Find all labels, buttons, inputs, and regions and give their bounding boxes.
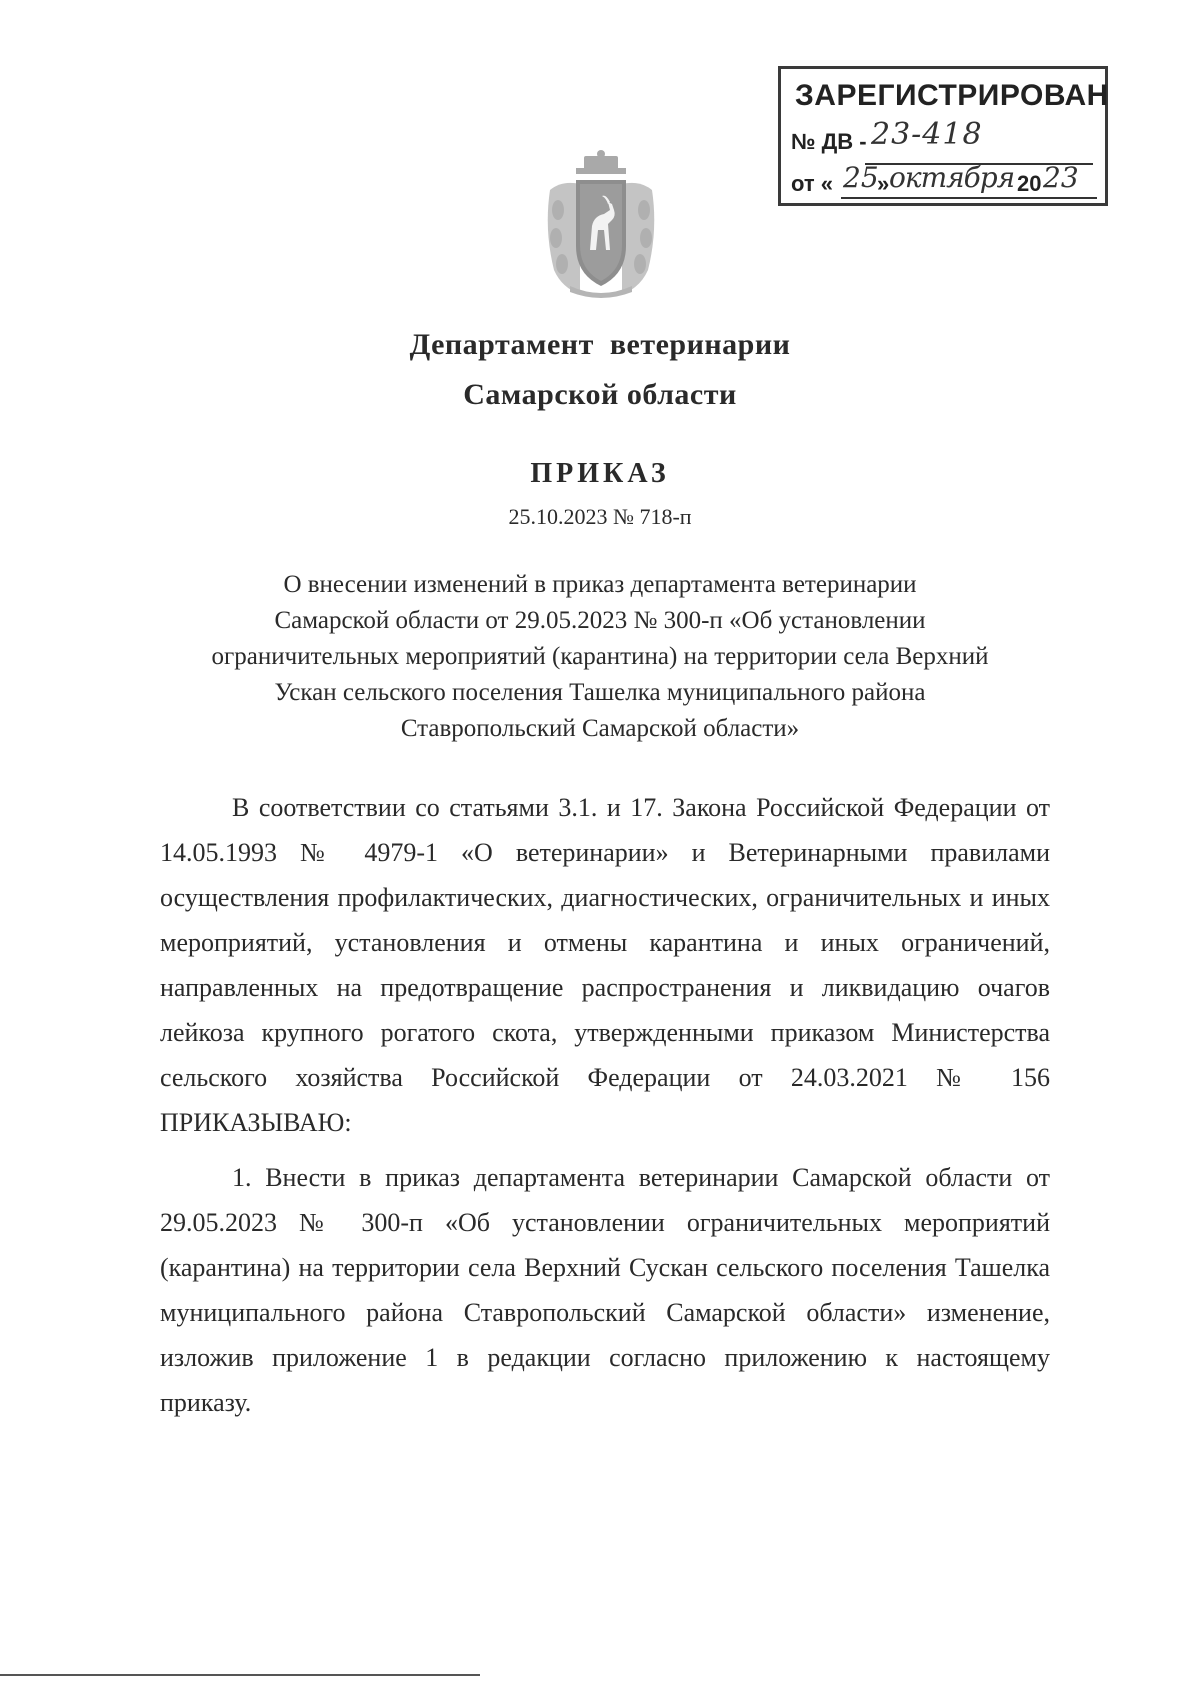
samara-coat-of-arms-icon [540,150,662,298]
stamp-date-underline [841,197,1097,199]
subject-line: ограничительных мероприятий (карантина) на территории села Верхний [211,643,989,670]
paragraph-text: 1. Внести в приказ департамента ветеринарии Самарской области от 29.05.2023 № 300-п «Об установлении ограничительных мероприятий (карантина) на территории села Верхний Сускан сельского поселения Ташелка муниципального района Ставропольский Самарской области» изменение, изложив приложение 1 в редакции согласно приложению к настоящему приказу. [160,1163,1050,1417]
stamp-title: ЗАРЕГИСТРИРОВАН [795,79,1109,112]
subject-line: Ускан сельского поселения Ташелка муниципального района [274,679,926,706]
subject-line: О внесении изменений в приказ департамента ветеринарии [283,571,917,598]
department-name-line2: Самарской области [463,378,737,411]
department-name-line1: Департамент ветеринарии [409,328,791,361]
stamp-number-label: № ДВ - [791,129,867,154]
footer-divider [0,1674,480,1676]
order-subject [0,567,1200,747]
stamp-date-year-prefix: 20 [1017,171,1042,196]
order-date-number: 25.10.2023 № 718-п [508,504,692,529]
stamp-date-mid: » [877,171,890,196]
subject-line: Самарской области от 29.05.2023 № 300-п «Об установлении [274,607,926,634]
stamp-date-prefix: от « [791,171,834,196]
paragraph-text: В соответствии со статьями 3.1. и 17. Закона Российской Федерации от 14.05.1993 № 4979-1 «О ветеринарии» и Ветеринарными правилами осуществления профилактических, диагностических, ограничительных и иных мероприятий, установления и отмены карантина и иных ограничений, направленных на предотвращение распространения и ликвидацию очагов лейкоза крупного рогатого скота, утвержденными приказом Министерства сельского хозяйства Российской Федерации от 24.03.2021 № 156 ПРИКАЗЫВАЮ: [160,793,1050,1137]
stamp-date-label [791,171,833,197]
stamp-date-month: октября [889,161,1015,194]
body-paragraph-1 [160,785,1050,1145]
registration-stamp [778,66,1108,206]
stamp-date-day: 25 [843,161,879,194]
subject-line: Ставропольский Самарской области» [400,715,800,742]
stamp-number-handwritten: 23-418 [871,117,983,152]
body-paragraph-2 [160,1155,1050,1425]
stamp-date-year: 23 [1043,161,1079,194]
order-title: ПРИКАЗ [530,458,670,489]
